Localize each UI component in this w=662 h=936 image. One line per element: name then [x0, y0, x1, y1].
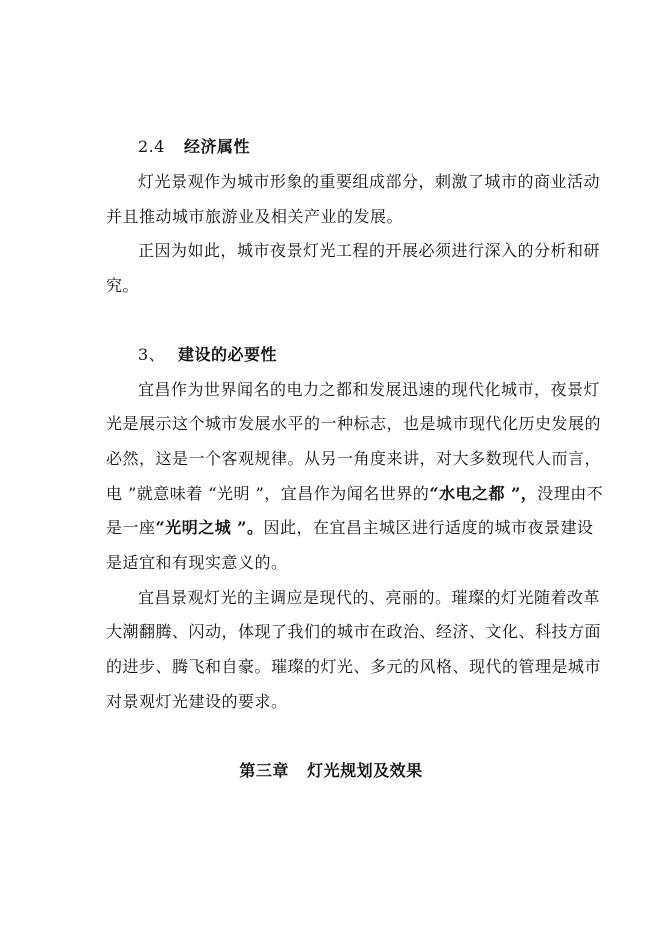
paragraph-line: 大潮翻腾、闪动，体现了我们的城市在政治、经济、文化、科技方面 — [106, 622, 602, 641]
section-2-4-heading — [138, 137, 250, 157]
section-3-title: 建设的必要性 — [178, 345, 278, 364]
emphasis-text: “光明之城 ”。 — [155, 518, 264, 537]
chapter-3-title: 第三章 灯光规划及效果 — [239, 761, 423, 780]
paragraph-line: 正因为如此，城市夜景灯光工程的开展必须进行深入的分析和研 — [138, 241, 601, 260]
section-3-number: 3、 — [138, 345, 166, 364]
text-run: 是一座 — [106, 518, 156, 537]
paragraph-line: 究。 — [106, 276, 140, 295]
section-2-4-title: 经济属性 — [184, 137, 251, 156]
emphasis-text: “水电之都 ”， — [429, 484, 538, 503]
text-run: 电 ”就意味着 “光明 ”，宜昌作为闻名世界的 — [106, 484, 430, 503]
paragraph-line: 宜昌景观灯光的主调应是现代的、亮丽的。璀璨的灯光随着改革 — [138, 588, 601, 607]
paragraph-line: 并且推动城市旅游业及相关产业的发展。 — [106, 207, 404, 226]
paragraph-line: 光是展示这个城市发展水平的一种标志，也是城市现代化历史发展的 — [106, 414, 602, 433]
section-2-4-number: 2.4 — [138, 137, 165, 156]
paragraph-line: 对景观灯光建设的要求。 — [106, 692, 288, 711]
paragraph-line: 的进步、腾飞和自豪。璀璨的灯光、多元的风格、现代的管理是城市 — [106, 657, 602, 676]
text-run: 没理由不 — [537, 484, 604, 503]
paragraph-line: 是适宜和有现实意义的。 — [106, 553, 288, 572]
paragraph-line: 灯光景观作为城市形象的重要组成部分，刺激了城市的商业活动 — [138, 172, 601, 191]
section-3-heading — [138, 345, 277, 365]
paragraph-line — [106, 518, 594, 538]
paragraph-line — [106, 484, 603, 504]
text-run: 因此，在宜昌主城区进行适度的城市夜景建设 — [263, 518, 594, 537]
paragraph-line: 宜昌作为世界闻名的电力之都和发展迅速的现代化城市，夜景灯 — [138, 380, 601, 399]
paragraph-line: 必然，这是一个客观规律。从另一角度来讲，对大多数现代人而言， — [106, 449, 602, 468]
